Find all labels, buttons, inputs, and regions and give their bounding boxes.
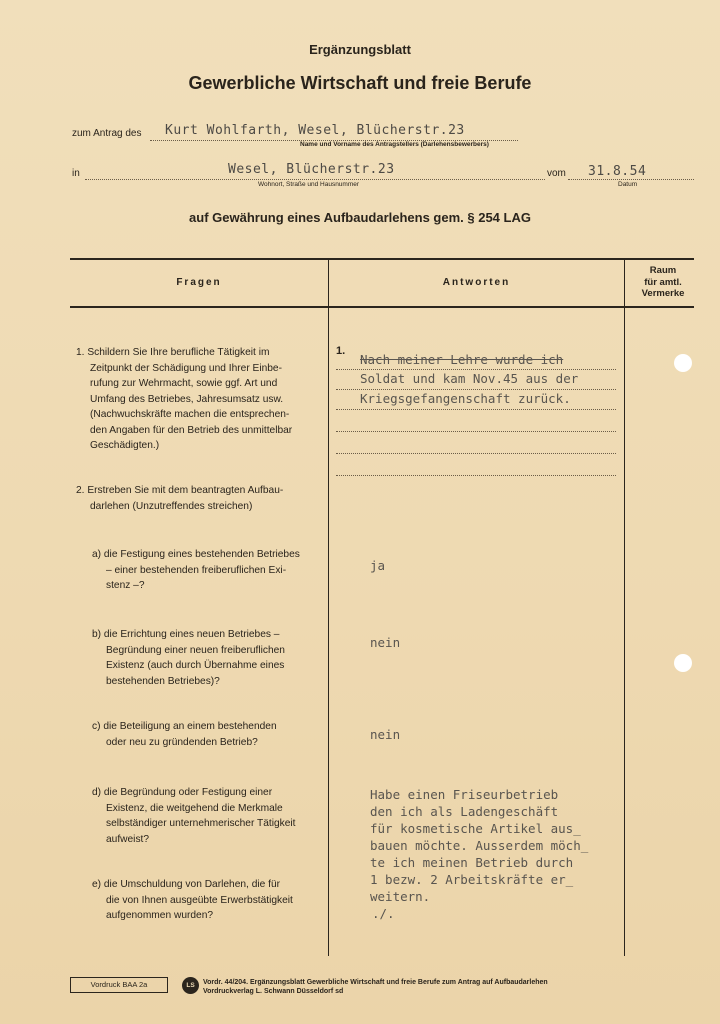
column-divider-left [328, 258, 329, 956]
answer-line [336, 389, 616, 390]
date-line [568, 179, 694, 180]
answer-line [336, 453, 616, 454]
form-number-box: Vordruck BAA 2a [70, 977, 168, 993]
question-2: 2. Erstreben Sie mit dem beantragten Aufbau- darlehen (Unzutreffendes streichen) [76, 485, 284, 512]
question-1: 1. Schildern Sie Ihre berufliche Tätigkeit im Zeitpunkt der Schädigung und Ihrer Einbe- rufung zur Wehrmacht, sowie ggf. Art und Umfang des Betriebes, Jahresumsatz usw. (Nachwuchskräfte machen die entsprechen- den Angaben für den Betrieb des unmittelbar Geschädigten.) [76, 347, 293, 451]
question-2b: b) die Errichtung eines neuen Betriebes – Begründung einer neuen freiberuflichen Existenz (auch durch Übernahme eines bestehenden Betriebes)? [92, 629, 285, 687]
column-header-questions: Fragen [176, 277, 222, 288]
question-2d: d) die Begründung oder Festigung einer Existenz, die weitgehend die Merkmale selbständiger unternehmerischer Tätigkeit aufweist? [92, 787, 296, 845]
form-subject: auf Gewährung eines Aufbaudarlehens gem. § 254 LAG [189, 210, 531, 225]
table-header-rule [70, 306, 694, 308]
applicant-value: Kurt Wohlfarth, Wesel, Blücherstr.23 [165, 123, 465, 138]
answer-2a: ja [370, 558, 386, 573]
in-label: in [72, 168, 80, 179]
residence-caption: Wohnort, Straße und Hausnummer [258, 181, 360, 188]
answer-line [336, 409, 616, 410]
answer-line [336, 431, 616, 432]
answer-line [336, 475, 616, 476]
applicant-caption: Name und Vorname des Antragstellers (Darlehensbewerbers) [300, 141, 489, 148]
question-2a: a) die Festigung eines bestehenden Betriebes – einer bestehenden freiberuflichen Exi- stenz –? [92, 549, 300, 591]
punch-hole [674, 354, 692, 372]
form-supplement-heading: Ergänzungsblatt [309, 42, 411, 57]
footer-line-2: Vordruckverlag L. Schwann Düsseldorf sd [203, 988, 344, 995]
answer-2c: nein [370, 727, 401, 742]
answer-1-number: 1. [336, 345, 346, 357]
punch-hole [674, 654, 692, 672]
answer-1-struck-text: Nach meiner Lehre wurde ich [360, 352, 564, 367]
column-header-answers: Antworten [442, 277, 511, 288]
zum-antrag-label: zum Antrag des [72, 128, 142, 139]
answer-1-line-2: Soldat und kam Nov.45 aus der [360, 371, 579, 386]
residence-line [85, 179, 545, 180]
publisher-logo: LS [182, 977, 199, 994]
question-2e: e) die Umschuldung von Darlehen, die für die von Ihnen ausgeübte Erwerbstätigkeit aufgenommen wurden? [92, 879, 293, 921]
vom-label: vom [547, 168, 566, 179]
answer-2b: nein [370, 635, 401, 650]
residence-value: Wesel, Blücherstr.23 [228, 162, 395, 177]
footer-line-1: Vordr. 44/204. Ergänzungsblatt Gewerbliche Wirtschaft und freie Berufe zum Antrag auf Aufbaudarlehen [203, 979, 548, 986]
answer-2d: Habe einen Friseurbetrieb den ich als Ladengeschäft für kosmetische Artikel aus_ bauen möchte. Ausserdem möch_ te ich meinen Betrieb durch 1 bezw. 2 Arbeitskräfte er_ weitern. ./. [370, 787, 589, 921]
table-top-rule [70, 258, 694, 260]
answer-1-line-3: Kriegsgefangenschaft zurück. [360, 391, 571, 406]
date-value: 31.8.54 [588, 164, 647, 179]
column-header-official: Raum für amtl. Vermerke [641, 265, 685, 299]
column-divider-right [624, 258, 625, 956]
date-caption: Datum [618, 181, 638, 188]
question-2c: c) die Beteiligung an einem bestehenden oder neu zu gründenden Betrieb? [92, 721, 277, 748]
answer-line [336, 369, 616, 370]
form-title: Gewerbliche Wirtschaft und freie Berufe [188, 73, 532, 93]
